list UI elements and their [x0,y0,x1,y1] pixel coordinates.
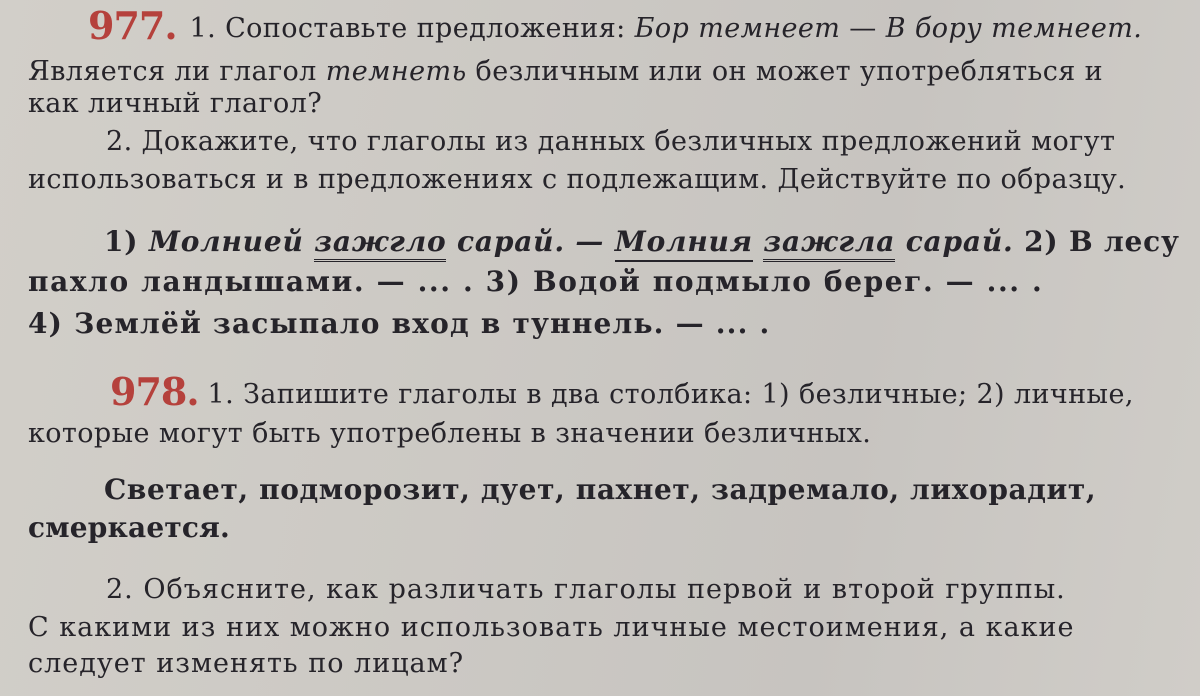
ex977-s1-subject: Молния [615,225,753,262]
ex977-line-2 [28,56,1103,88]
ex977-task2-line-2: использоваться и в предложениях с подлежащим. Действуйте по образцу. [28,164,1127,195]
ex977-examples-line-3: 4) Землёй засыпало вход в туннель. — ... . [28,307,771,340]
ex977-example-b: В бору темнеет. [885,13,1143,44]
ex977-example-a: Бор темнеет [634,13,841,44]
ex978-task1-line-1: 1. Запишите глаголы в два столбика: 1) безличные; 2) личные, [207,379,1134,410]
ex978-task2-line-2: С какими из них можно использовать личные местоимения, а какие [28,612,1075,643]
ex978-task1-line-2: которые могут быть употреблены в значении безличных. [28,418,872,449]
ex977-s1-w1: Молнией [148,225,304,258]
ex977-s2-start: 2) В лесу [1024,225,1180,258]
ex977-examples-line-1 [104,226,1180,258]
ex977-line2-end: безличным или он может употребляться и [475,56,1104,87]
ex978-line-1 [110,369,1134,414]
ex977-s1-w3: сарай. — [457,225,605,258]
ex977-s1-predicate-a: зажгло [314,225,446,262]
ex977-s1-num: 1) [104,225,139,258]
ex977-task1-lead: 1. Сопоставьте предложения: [189,13,626,44]
ex978-task2-line-1: 2. Объясните, как различать глаголы первой и второй группы. [106,574,1066,605]
ex977-line2-start: Является ли глагол [28,56,317,87]
ex977-dash: — [849,13,877,44]
ex978-words-line-1: Светает, подморозит, дует, пахнет, задремало, лихорадит, [104,473,1097,506]
ex978-task2-line-3: следует изменять по лицам? [28,648,465,679]
ex977-line-1 [88,3,1143,48]
ex977-s1-predicate-b: зажгла [763,225,895,262]
ex978-number: 978. [110,369,199,414]
ex977-line-3: как личный глагол? [28,88,323,119]
ex977-examples-line-2: пахло ландышами. — ... . 3) Водой подмыло берег. — ... . [28,265,1044,298]
ex978-words-line-2: смеркается. [28,511,230,544]
ex977-verb: темнеть [325,56,467,87]
ex977-s1-w6: сарай. [905,225,1014,258]
ex977-number: 977. [88,3,177,48]
ex977-task2-line-1: 2. Докажите, что глаголы из данных безличных предложений могут [106,126,1116,157]
